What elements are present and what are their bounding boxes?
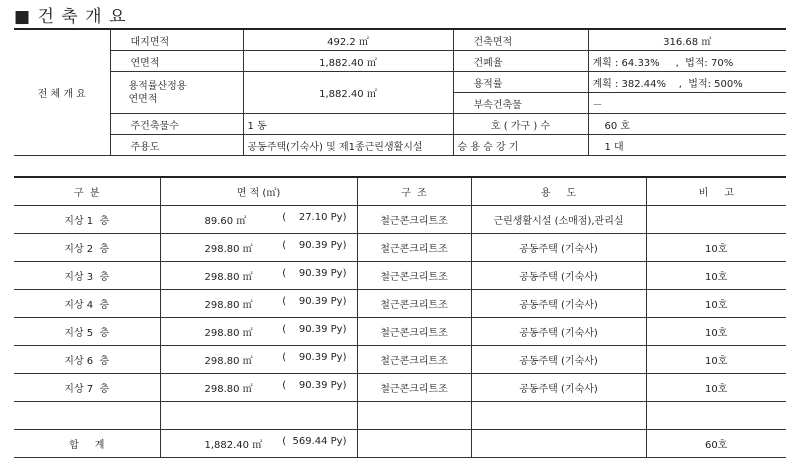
header-use: 용 도 — [471, 177, 646, 206]
units-count-value: 60 호 — [588, 114, 786, 135]
floor-area — [160, 206, 357, 234]
table-row — [14, 374, 786, 402]
far-calc-label — [110, 72, 243, 114]
floor-label: 지상 2 층 — [14, 234, 160, 262]
total-row — [14, 430, 786, 458]
header-structure: 구 조 — [357, 177, 471, 206]
floor-area-values — [165, 352, 353, 367]
floor-note: 10호 — [646, 234, 786, 262]
main-use-value: 공동주택(기숙사) 및 제1종근린생활시설 — [243, 135, 453, 156]
total-floor-area-label: 연면적 — [110, 51, 243, 72]
floor-note: 10호 — [646, 374, 786, 402]
floor-area-ratio-value: 계획 : 382.44% , 법적: 500% — [588, 72, 786, 93]
site-area-value: 492.2 ㎡ — [243, 29, 453, 51]
blank-cell — [160, 402, 357, 430]
floor-note: 10호 — [646, 346, 786, 374]
floor-structure: 철근콘크리트조 — [357, 206, 471, 234]
main-building-count-label: 주건축물수 — [110, 114, 243, 135]
header-note: 비 고 — [646, 177, 786, 206]
blank-row — [14, 402, 786, 430]
area-py: ( 90.39 Py) — [282, 324, 347, 335]
floor-label: 지상 3 층 — [14, 262, 160, 290]
floor-use: 공동주택 (기숙사) — [471, 290, 646, 318]
area-m2: 298.80 ㎡ — [204, 272, 253, 283]
table-row — [14, 318, 786, 346]
floor-note — [646, 206, 786, 234]
floor-area — [160, 234, 357, 262]
far-calc-value: 1,882.40 ㎡ — [243, 72, 453, 114]
blank-cell — [14, 402, 160, 430]
floor-note: 10호 — [646, 318, 786, 346]
floor-use: 공동주택 (기숙사) — [471, 262, 646, 290]
header-category: 구 분 — [14, 177, 160, 206]
blank-cell — [357, 402, 471, 430]
area-m2: 89.60 ㎡ — [204, 216, 247, 227]
document-title: ■ 건 축 개 요 — [14, 7, 127, 27]
overview-table — [14, 28, 786, 156]
units-count-label: 호 ( 가구 ) 수 — [453, 114, 588, 135]
total-structure — [357, 430, 471, 458]
area-m2: 298.80 ㎡ — [204, 244, 253, 255]
table-row — [14, 262, 786, 290]
floor-area-values — [165, 324, 353, 339]
annex-building-value: － — [588, 93, 786, 114]
main-building-count-value: 1 동 — [243, 114, 453, 135]
floor-area-values — [165, 268, 353, 283]
floor-structure: 철근콘크리트조 — [357, 318, 471, 346]
total-label: 합 계 — [14, 430, 160, 458]
floor-area — [160, 262, 357, 290]
floor-label: 지상 6 층 — [14, 346, 160, 374]
floor-structure: 철근콘크리트조 — [357, 290, 471, 318]
area-py: ( 90.39 Py) — [282, 296, 347, 307]
area-py: ( 27.10 Py) — [282, 212, 347, 223]
floor-area-values — [165, 212, 353, 227]
floor-area — [160, 374, 357, 402]
overview-section-label: 전 체 개 요 — [14, 29, 110, 156]
table-row — [14, 234, 786, 262]
total-floor-area-value: 1,882.40 ㎡ — [243, 51, 453, 72]
area-py: ( 90.39 Py) — [282, 240, 347, 251]
area-m2: 298.80 ㎡ — [204, 356, 253, 367]
floor-area-ratio-label: 용적률 — [453, 72, 588, 93]
floor-use: 공동주택 (기숙사) — [471, 318, 646, 346]
floor-structure: 철근콘크리트조 — [357, 234, 471, 262]
total-area — [160, 430, 357, 458]
floor-use: 근린생활시설 (소매점),관리실 — [471, 206, 646, 234]
elevator-label: 승 용 승 강 기 — [453, 135, 588, 156]
table-row — [14, 290, 786, 318]
floor-label: 지상 1 층 — [14, 206, 160, 234]
floor-use: 공동주택 (기숙사) — [471, 234, 646, 262]
coverage-ratio-value: 계획 : 64.33% , 법적: 70% — [588, 51, 786, 72]
building-area-label: 건축면적 — [453, 29, 588, 51]
elevator-value: 1 대 — [588, 135, 786, 156]
floor-area-values — [165, 240, 353, 255]
floor-label: 지상 7 층 — [14, 374, 160, 402]
total-use — [471, 430, 646, 458]
floor-label: 지상 4 층 — [14, 290, 160, 318]
floor-structure: 철근콘크리트조 — [357, 346, 471, 374]
floor-area-table — [14, 176, 786, 458]
floor-use: 공동주택 (기숙사) — [471, 374, 646, 402]
area-py: ( 90.39 Py) — [282, 268, 347, 279]
floor-area — [160, 346, 357, 374]
floor-note: 10호 — [646, 262, 786, 290]
area-m2: 298.80 ㎡ — [204, 300, 253, 311]
blank-cell — [471, 402, 646, 430]
main-use-label: 주용도 — [110, 135, 243, 156]
floor-structure: 철근콘크리트조 — [357, 262, 471, 290]
floor-note: 10호 — [646, 290, 786, 318]
annex-building-label: 부속건축물 — [453, 93, 588, 114]
total-area-values — [165, 436, 353, 451]
floor-area-values — [165, 380, 353, 395]
floor-area-values — [165, 296, 353, 311]
header-area: 면 적 (㎡) — [160, 177, 357, 206]
floor-area — [160, 318, 357, 346]
area-m2: 298.80 ㎡ — [204, 328, 253, 339]
floor-structure: 철근콘크리트조 — [357, 374, 471, 402]
total-area-m2: 1,882.40 ㎡ — [204, 440, 263, 451]
floor-use: 공동주택 (기숙사) — [471, 346, 646, 374]
area-m2: 298.80 ㎡ — [204, 384, 253, 395]
far-calc-label-line2: 연면적 — [128, 93, 158, 105]
total-note: 60호 — [646, 430, 786, 458]
floor-area — [160, 290, 357, 318]
area-py: ( 90.39 Py) — [282, 352, 347, 363]
building-area-value: 316.68 ㎡ — [588, 29, 786, 51]
area-py: ( 90.39 Py) — [282, 380, 347, 391]
far-calc-label-line1: 용적률산정용 — [128, 80, 187, 92]
blank-cell — [646, 402, 786, 430]
coverage-ratio-label: 건폐율 — [453, 51, 588, 72]
total-area-py: ( 569.44 Py) — [282, 436, 347, 447]
floor-label: 지상 5 층 — [14, 318, 160, 346]
table-row — [14, 346, 786, 374]
site-area-label: 대지면적 — [110, 29, 243, 51]
table-row — [14, 206, 786, 234]
